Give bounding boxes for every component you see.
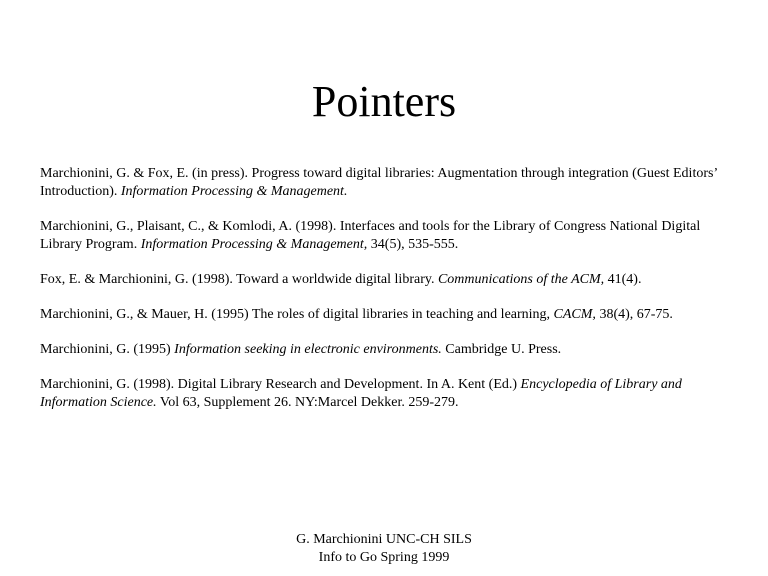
reference-source: Encyclopedia of Library and Information Science. xyxy=(40,377,682,410)
reference-details: Vol 63, Supplement 26. NY:Marcel Dekker. 259-279. xyxy=(156,395,459,410)
reference-text: Marchionini, G., Plaisant, C., & Komlodi, A. (1998). Interfaces and tools for the Library of Congress National Digital Library Program. xyxy=(40,219,701,252)
reference-text: Marchionini, G., & Mauer, H. (1995) The roles of digital libraries in teaching and learning, xyxy=(40,307,554,322)
slide-footer xyxy=(234,531,534,567)
reference-details: Cambridge U. Press. xyxy=(441,342,562,357)
footer-author: G. Marchionini UNC-CH SILS xyxy=(296,532,472,547)
reference-item xyxy=(40,165,730,201)
reference-source: Information seeking in electronic environments. xyxy=(174,342,442,357)
reference-source: CACM, xyxy=(553,307,596,322)
reference-item xyxy=(40,341,730,359)
reference-source: Communications of the ACM, xyxy=(437,272,605,287)
reference-text: Marchionini, G. (1995) xyxy=(40,342,175,357)
reference-item xyxy=(40,306,730,324)
reference-item xyxy=(40,218,730,254)
reference-list xyxy=(40,165,730,429)
reference-details: 41(4). xyxy=(604,272,642,287)
slide-title: Pointers xyxy=(311,77,457,126)
reference-text: Fox, E. & Marchionini, G. (1998). Toward a worldwide digital library. xyxy=(40,272,438,287)
footer-course: Info to Go Spring 1999 xyxy=(318,550,450,565)
reference-text: Marchionini, G. & Fox, E. (in press). Progress toward digital libraries: Augmentation through integration (Guest Editors’ Introduction). xyxy=(40,166,718,199)
reference-source: Information Processing & Management, xyxy=(140,237,368,252)
reference-item xyxy=(40,376,730,412)
reference-text: Marchionini, G. (1998). Digital Library Research and Development. In A. Kent (Ed.) xyxy=(40,377,521,392)
reference-source: Information Processing & Management. xyxy=(120,184,348,199)
reference-item xyxy=(40,271,730,289)
reference-details: 34(5), 535-555. xyxy=(367,237,459,252)
reference-details: 38(4), 67-75. xyxy=(595,307,673,322)
